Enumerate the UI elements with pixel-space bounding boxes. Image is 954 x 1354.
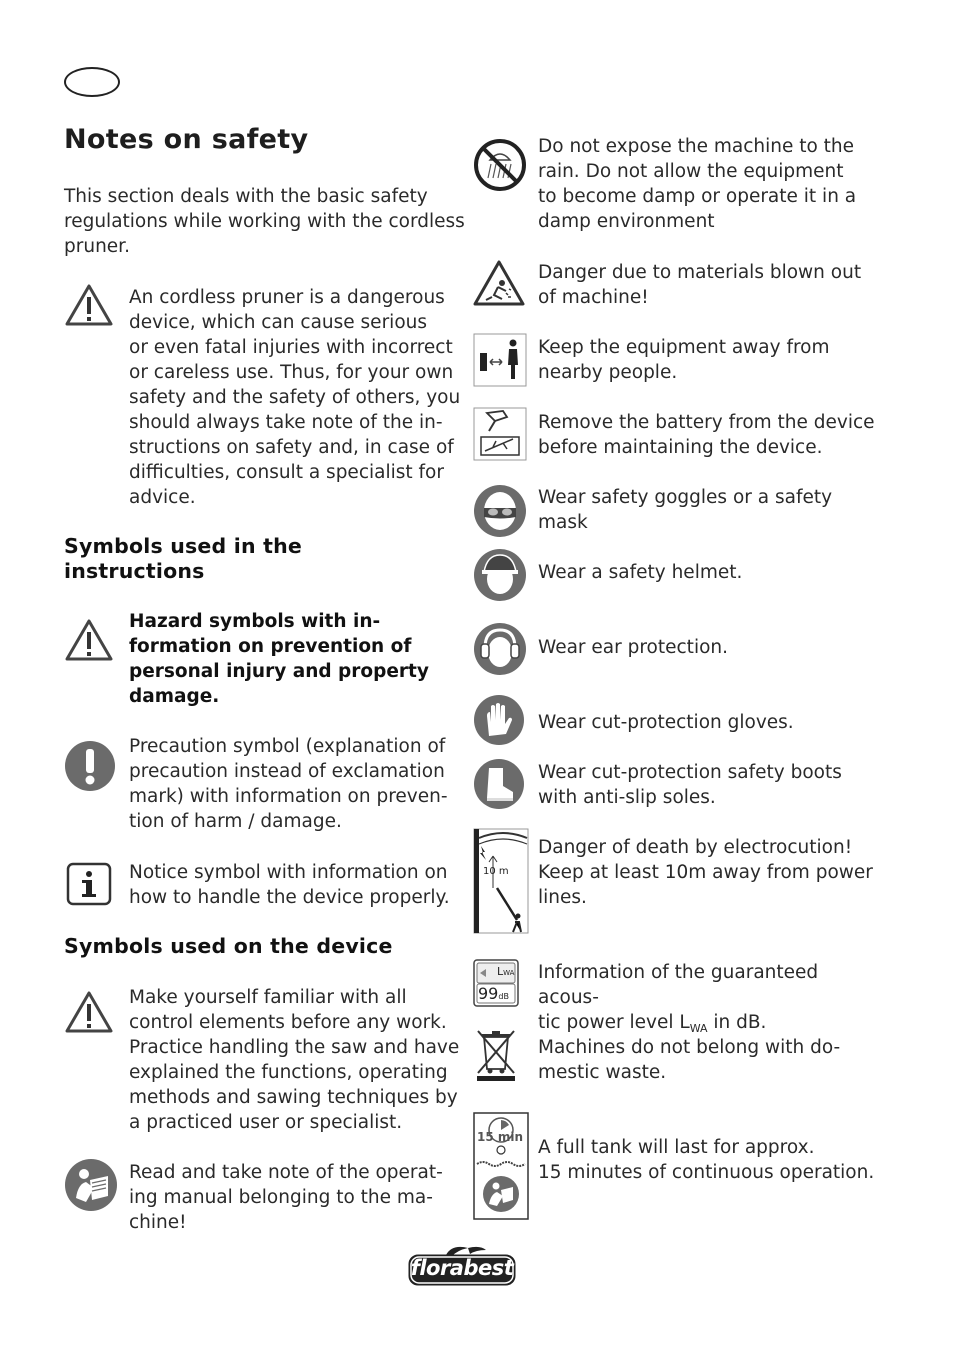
manual-text: Read and take note of the operat- ing manual belonging to the ma- chine! [129,1162,443,1233]
safety-goggles-icon [473,484,527,538]
gloves-text: Wear cut-protection gloves. [538,712,794,733]
acoustic-line-1: Information of the guaranteed acous- [538,962,819,1008]
acoustic-subscript: WA [689,1022,708,1035]
keep-away-people-icon [473,333,527,387]
read-manual-icon [64,1158,118,1212]
hazard-text: Hazard symbols with in- formation on prevention of personal injury and property damage. [129,611,429,707]
remove-battery-icon [473,407,527,461]
tank-runtime-icon [473,1112,529,1220]
boots-icon [473,758,525,810]
logo-text: florabest [410,1256,514,1280]
intro-text: This section deals with the basic safety regulations while working with the cordless pruner. [64,186,465,257]
gloves-icon [473,694,525,746]
ear-protection-icon [473,622,527,676]
acoustic-line-2-post: in dB. [707,1012,767,1033]
people-text: Keep the equipment away from nearby people. [538,337,830,383]
familiar-text: Make yourself familiar with all control elements before any work. Practice handling the saw and have explained the functions, operating methods and sawing techniques by a practiced user or specialist. [129,987,460,1133]
tank-icon-label: 15 min [477,1130,524,1144]
heading-symbols-instructions: Symbols used in the instructions [64,534,302,583]
acoustic-text [538,960,878,1041]
precaution-icon [64,740,116,792]
acoustic-line-2-pre: tic power level L [538,1012,690,1033]
ear-text: Wear ear protection. [538,637,729,658]
sound-level-icon [473,959,519,1007]
page-title: Notes on safety [64,124,309,155]
goggles-text: Wear safety goggles or a safety mask [538,487,833,533]
blown-materials-icon [472,259,526,307]
safety-helmet-icon [473,548,527,602]
helmet-text: Wear a safety helmet. [538,562,743,583]
notice-text: Notice symbol with information on how to handle the device properly. [129,862,450,908]
heading-symbols-device: Symbols used on the device [64,934,393,958]
tank-text: A full tank will last for approx. 15 minutes of continuous operation. [538,1137,875,1183]
boots-text: Wear cut-protection safety boots with anti-slip soles. [538,762,842,808]
info-icon [66,862,112,906]
sound-icon-value: 99dB [478,984,509,1003]
battery-text: Remove the battery from the device before maintaining the device. [538,412,875,458]
electro-text: Danger of death by electrocution! Keep at least 10m away from power lines. [538,837,873,908]
language-oval [64,67,120,97]
sound-icon-label: LWA [497,965,515,978]
electrocution-distance-label: 10 m [483,866,509,877]
crossed-bin-icon [474,1027,518,1083]
florabest-logo [406,1246,518,1288]
waste-text: Machines do not belong with do- mestic waste. [538,1037,841,1083]
precaution-text: Precaution symbol (explanation of precaution instead of exclamation mark) with information on preven- tion of harm / damage. [129,736,448,832]
warning-text: An cordless pruner is a dangerous device, which can cause serious or even fatal injuries with incorrect or careless use. Thus, for your own safety and the safety of others, you should always take note of the in- structions on safety and, in case of difficulties, consult a specialist for advice. [129,287,461,508]
familiar-triangle-icon [64,990,114,1034]
electrocution-icon [473,828,529,934]
rain-text: Do not expose the machine to the rain. Do not allow the equipment to become damp or operate it in a damp environment [538,136,857,232]
warning-triangle-icon [64,283,114,327]
no-rain-icon [473,138,527,192]
hazard-triangle-icon [64,618,114,662]
blown-text: Danger due to materials blown out of machine! [538,262,862,308]
